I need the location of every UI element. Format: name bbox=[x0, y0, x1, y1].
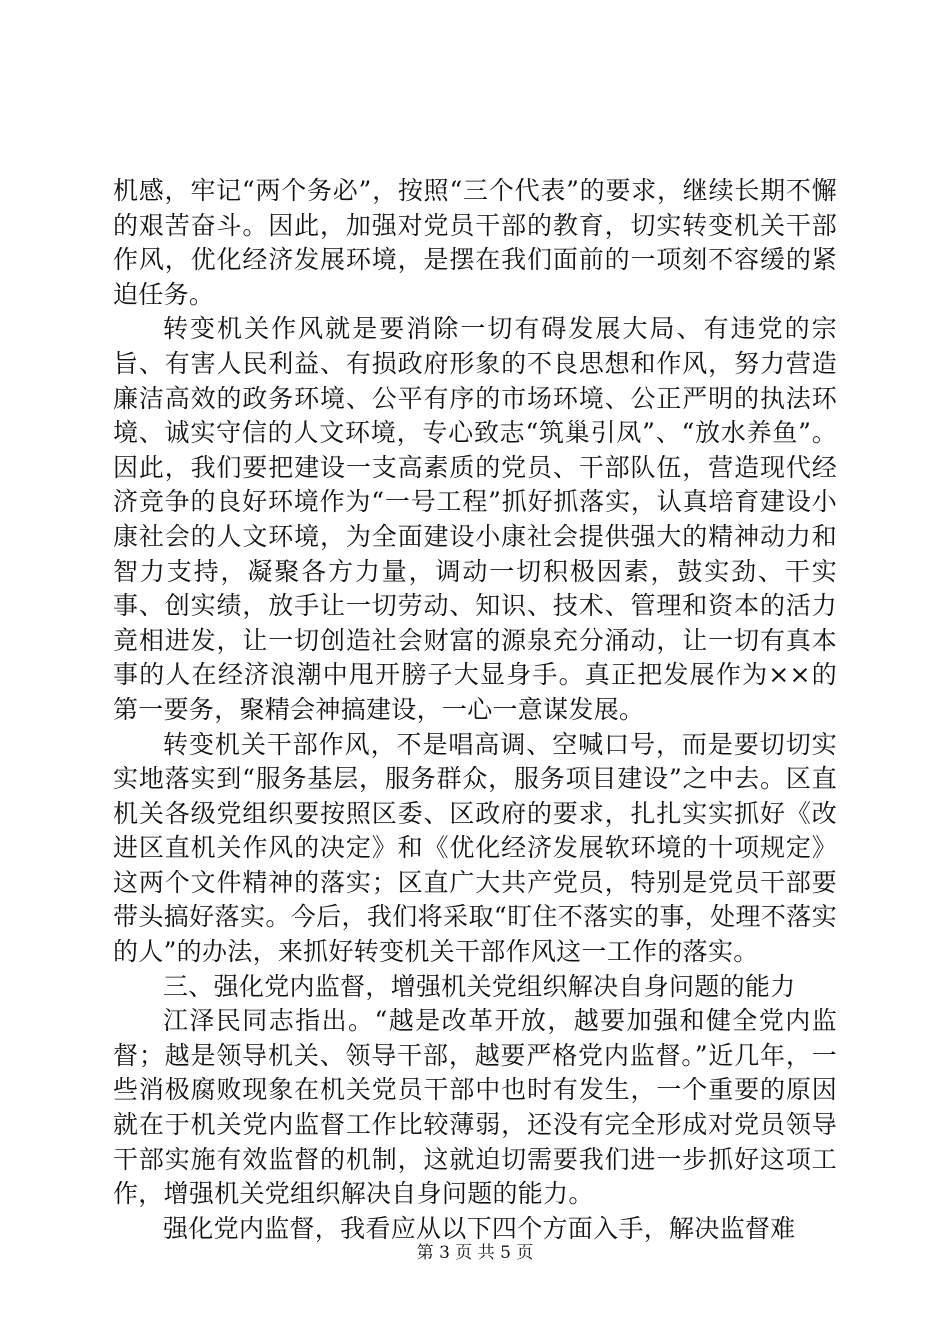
paragraph-continuation: 机感，牢记“两个务必”，按照“三个代表”的要求，继续长期不懈的艰苦奋斗。因此，加强对党员干部的教育，切实转变机关干部作风，优化经济发展环境，是摆在我们面前的一项刻不容缓的紧迫任务。 bbox=[113, 176, 837, 309]
document-body bbox=[113, 174, 837, 1246]
paragraph-implementation: 转变机关干部作风，不是唱高调、空喊口号，而是要切切实实地落实到“服务基层，服务群众，服务项目建设”之中去。区直机关各级党组织要按照区委、区政府的要求，扎扎实实抓好《改进区直机关作风的决定》和《优化经济发展软环境的十项规定》这两个文件精神的落实；区直广大共产党员，特别是党员干部要带头搞好落实。今后，我们将采取“盯住不落实的事，处理不落实的人”的办法，来抓好转变机关干部作风这一工作的落实。 bbox=[113, 729, 837, 967]
section-heading-supervision: 三、强化党内监督，增强机关党组织解决自身问题的能力 bbox=[163, 971, 796, 1001]
page-number-footer: 第 3 页 共 5 页 bbox=[416, 1243, 534, 1263]
paragraph-four-aspects: 强化党内监督，我看应从以下四个方面入手，解决监督难 bbox=[163, 1213, 796, 1243]
paragraph-quote: 江泽民同志指出。“越是改革开放，越要加强和健全党内监督；越是领导机关、领导干部，越要严格党内监督。”近几年，一些消极腐败现象在机关党员干部中也时有发生，一个重要的原因就在于机关党内监督工作比较薄弱，还没有完全形成对党员领导干部实施有效监督的机制，这就迫切需要我们进一步抓好这项工作，增强机关党组织解决自身问题的能力。 bbox=[113, 1006, 837, 1209]
paragraph-work-style: 转变机关作风就是要消除一切有碍发展大局、有违党的宗旨、有害人民利益、有损政府形象的不良思想和作风，努力营造廉洁高效的政务环境、公平有序的市场环境、公正严明的执法环境、诚实守信的人文环境，专心致志“筑巢引凤”、“放水养鱼”。因此，我们要把建设一支高素质的党员、干部队伍，营造现代经济竞争的良好环境作为“一号工程”抓好抓落实，认真培育建设小康社会的人文环境，为全面建设小康社会提供强大的精神动力和智力支持，凝聚各方力量，调动一切积极因素，鼓实劲、干实事、创实绩，放手让一切劳动、知识、技术、管理和资本的活力竟相进发，让一切创造社会财富的源泉充分涌动，让一切有真本事的人在经济浪潮中甩开膀子大显身手。真正把发展作为××的第一要务，聚精会神搞建设，一心一意谋发展。 bbox=[113, 314, 838, 724]
